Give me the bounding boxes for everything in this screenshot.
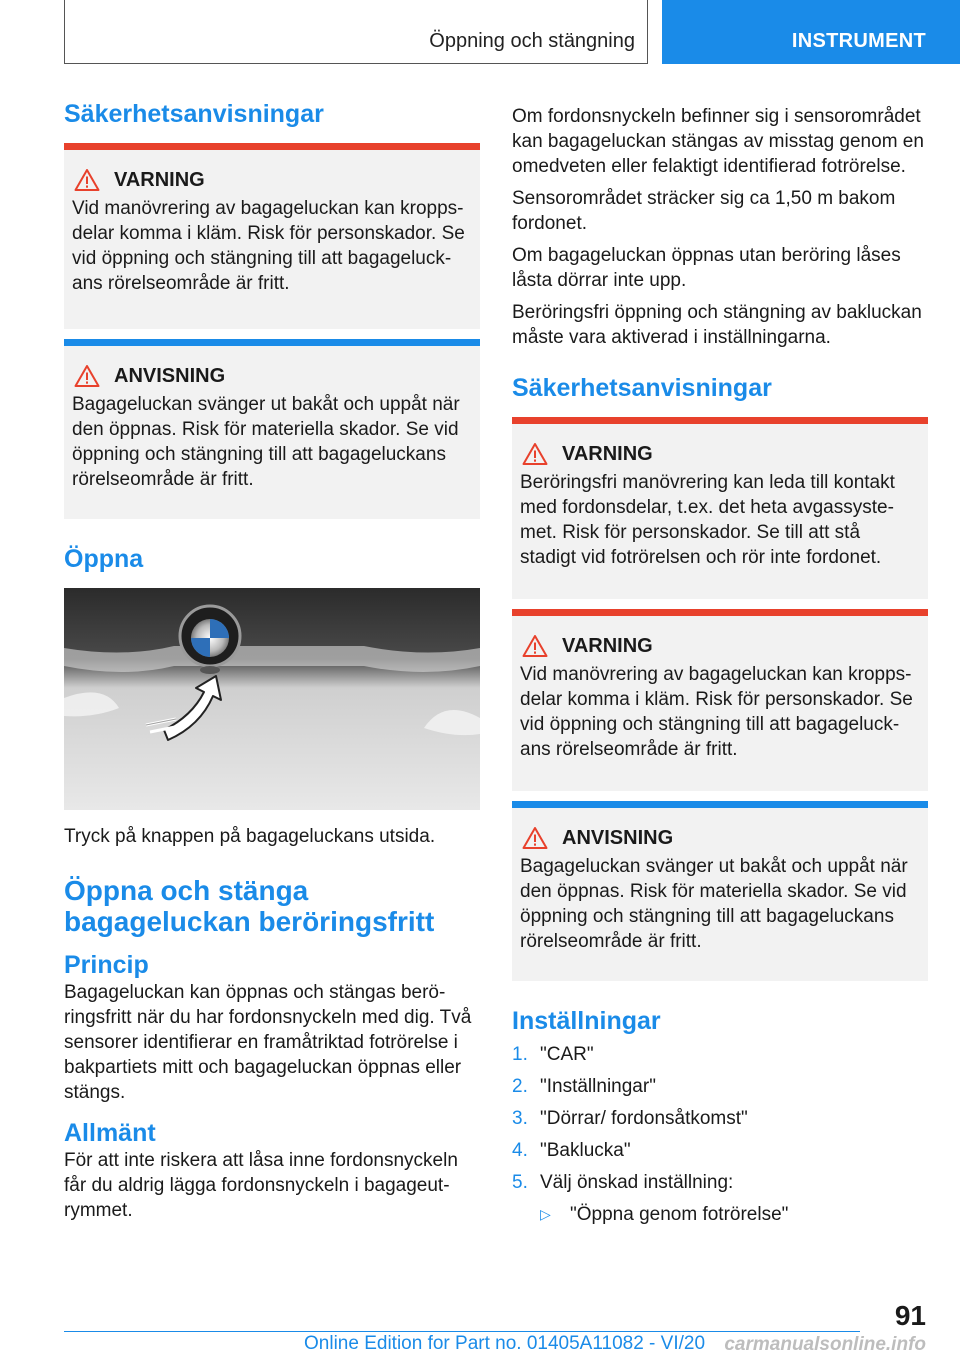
settings-steps	[512, 1042, 928, 1195]
warning-text: Beröringsfri manövrering kan leda till kontakt med fordonsdelar, t.ex. det heta avgassystemet. Risk för personskador. Se till att stå stadigt vid fotrörelsen och rör inte fordonet.	[520, 472, 895, 568]
warning-label: VARNING	[562, 634, 653, 657]
principle-heading: Princip	[64, 951, 149, 979]
right-column	[512, 100, 928, 1227]
header-chapter-title: INSTRUMENT	[791, 30, 926, 52]
left-column	[64, 100, 480, 1223]
list-item	[512, 1138, 928, 1163]
substep-text: "Öppna genom fotrörelse"	[570, 1204, 789, 1225]
triangle-right-icon: ▷	[540, 1206, 551, 1222]
general-text: För att inte riskera att låsa inne fordonsnyckeln får du aldrig lägga fordonsnyckeln i bagageutrymmet.	[64, 1150, 458, 1221]
principle-text: Bagageluckan kan öppnas och stängas beröringsfritt när du har fordonsnyckeln med dig. Två sensorer identifierar en framåtriktad fotrörelse i bakpartiets mitt och bagageluckan öppnas eller stängs.	[64, 982, 472, 1103]
sub-list-item	[540, 1202, 928, 1227]
note-header	[520, 826, 920, 850]
touchless-heading: Öppna och stänga bagageluckan beröringsfritt	[64, 875, 435, 937]
warning-box-2	[512, 417, 928, 599]
footer-divider	[64, 1331, 860, 1332]
warning-triangle-icon	[522, 442, 548, 466]
note-header	[72, 364, 472, 388]
settings-heading: Inställningar	[512, 1007, 661, 1035]
warning-triangle-icon	[74, 364, 100, 388]
sensor-range-text: Sensorområdet sträcker sig ca 1,50 m bakom fordonet.	[512, 188, 896, 234]
step-text: "CAR"	[540, 1044, 594, 1065]
open-heading: Öppna	[64, 545, 144, 573]
footer-edition: Online Edition for Part no. 01405A11082 - VI/20	[304, 1333, 706, 1354]
step-number: 3.	[512, 1108, 528, 1129]
step-number: 4.	[512, 1140, 528, 1161]
warning-label: VARNING	[562, 442, 653, 465]
warning-triangle-icon	[522, 826, 548, 850]
step-text: Välj önskad inställning:	[540, 1172, 734, 1193]
step-number: 5.	[512, 1172, 528, 1193]
warning-header	[72, 168, 472, 192]
note-label: ANVISNING	[562, 826, 674, 849]
header-section-box	[64, 0, 648, 64]
warning-triangle-icon	[522, 634, 548, 658]
list-item	[512, 1042, 928, 1067]
step-text: "Inställningar"	[540, 1076, 656, 1097]
warning-header	[520, 634, 920, 658]
warning-text: Vid manövrering av bagageluckan kan kroppsdelar komma i kläm. Risk för personskador. Se vid öppning och stängning till att bagageluckans rörelseområde är fritt.	[520, 664, 913, 760]
unlock-text: Om bagageluckan öppnas utan beröring låses låsta dörrar inte upp.	[512, 245, 901, 291]
step-number: 1.	[512, 1044, 528, 1065]
open-caption: Tryck på knappen på bagageluckans utsida.	[64, 826, 436, 847]
warning-box-3	[512, 609, 928, 791]
safety-heading-right: Säkerhetsanvisningar	[512, 374, 772, 402]
warning-label: VARNING	[114, 168, 205, 191]
trunk-button-illustration	[64, 588, 480, 810]
activation-text: Beröringsfri öppning och stängning av bakluckan måste vara aktiverad i inställningarna.	[512, 302, 922, 348]
page-number: 91	[894, 1300, 926, 1331]
step-text: "Baklucka"	[540, 1140, 631, 1161]
general-heading: Allmänt	[64, 1119, 156, 1147]
sensor-area-text: Om fordonsnyckeln befinner sig i sensorområdet kan bagageluckan stängas av misstag genom en omedveten eller felaktigt identifierad fotrörelse.	[512, 106, 924, 177]
warning-triangle-icon	[74, 168, 100, 192]
note-text: Bagageluckan svänger ut bakåt och uppåt när den öppnas. Risk för materiella skador. Se vid öppning och stängning till att bagageluckans rörelseområde är fritt.	[72, 394, 460, 490]
list-item	[512, 1170, 928, 1195]
note-box-2	[512, 801, 928, 981]
header-section-title: Öppning och stängning	[429, 30, 635, 52]
warning-header	[520, 442, 920, 466]
step-text: "Dörrar/ fordonsåtkomst"	[540, 1108, 748, 1129]
note-label: ANVISNING	[114, 364, 226, 387]
warning-box-1	[64, 143, 480, 329]
step-number: 2.	[512, 1076, 528, 1097]
note-text: Bagageluckan svänger ut bakåt och uppåt när den öppnas. Risk för materiella skador. Se vid öppning och stängning till att bagageluckans rörelseområde är fritt.	[520, 856, 908, 952]
safety-heading-left: Säkerhetsanvisningar	[64, 100, 324, 128]
watermark-logo: carmanualsonline.info	[724, 1334, 926, 1355]
header-chapter-tab	[662, 0, 960, 64]
warning-text: Vid manövrering av bagageluckan kan kroppsdelar komma i kläm. Risk för personskador. Se vid öppning och stängning till att bagageluckans rörelseområde är fritt.	[72, 198, 465, 294]
note-box-1	[64, 339, 480, 519]
list-item	[512, 1074, 928, 1099]
list-item	[512, 1106, 928, 1131]
